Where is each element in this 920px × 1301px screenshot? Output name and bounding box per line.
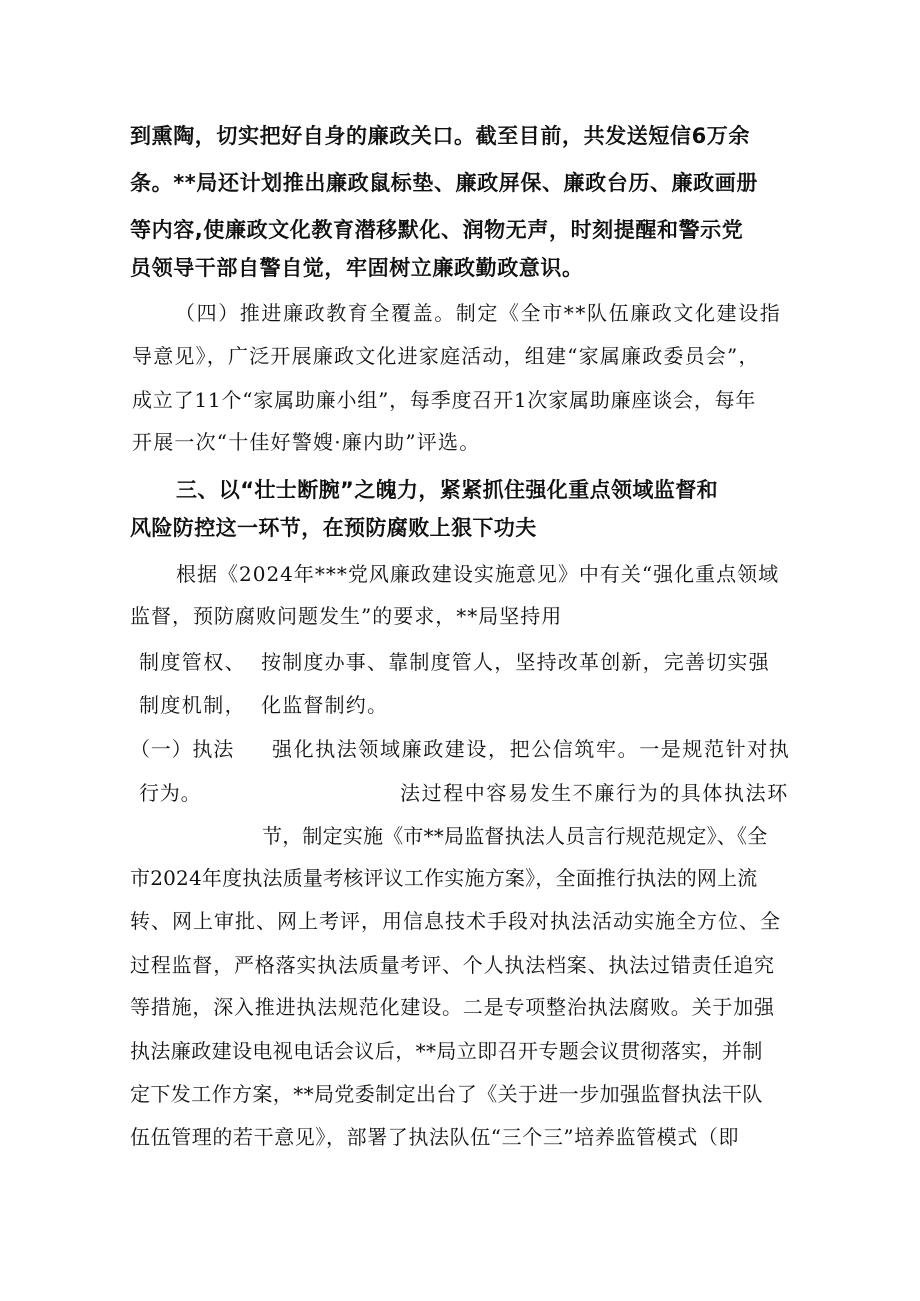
section-3-heading-line-1: 三、以“壮士断腕”之魄力，紧紧抓住强化重点领域监督和 xyxy=(176,478,719,502)
paragraph-4-label-top: （一）执法 xyxy=(130,737,234,761)
paragraph-4-line-2: 市2024年度执法质量考核评议工作实施方案》，全面推行执法的网上流 xyxy=(130,866,758,890)
paragraph-4-line-3: 转、网上审批、网上考评，用信息技术手段对执法活动实施全方位、全 xyxy=(130,909,781,933)
paragraph-4-text-top: 强化执法领域廉政建设，把公信筑牢。一是规范针对执 xyxy=(272,737,791,761)
paragraph-4-line-5: 等措施，深入推进执法规范化建设。二是专项整治执法腐败。关于加强 xyxy=(130,995,775,1019)
paragraph-3-left-col-2: 制度机制， xyxy=(139,693,246,717)
paragraph-3-right-col-1: 按制度办事、靠制度管人，坚持改革创新，完善切实强 xyxy=(261,650,770,674)
paragraph-4-line-1: 节，制定实施《市**局监督执法人员言行规范规定》、《全 xyxy=(262,824,768,848)
paragraph-4-text-second: 法过程中容易发生不廉行为的具体执法环 xyxy=(400,781,789,805)
section-3-heading-line-2: 风险防控这一环节，在预防腐败上狠下功夫 xyxy=(130,516,537,540)
paragraph-1-line-4: 员领导干部自警自觉，牢固树立廉政勤政意识。 xyxy=(130,256,584,280)
paragraph-3-line-2: 监督，预防腐败问题发生”的要求，**局坚持用 xyxy=(130,604,563,628)
paragraph-4-line-4: 过程监督，严格落实执法质量考评、个人执法档案、执法过错责任追究 xyxy=(130,953,775,977)
paragraph-3-left-col-1: 制度管权、 xyxy=(139,650,246,674)
paragraph-4-line-8: 伍伍管理的若干意见》，部署了执法队伍“三个三”培养监管模式（即 xyxy=(130,1125,740,1149)
paragraph-2-line-4: 开展一次“十佳好警嫂·廉内助”评选。 xyxy=(132,430,481,454)
paragraph-4-line-7: 定下发工作方案，**局党委制定出台了《关于进一步加强监督执法干队 xyxy=(130,1082,763,1106)
paragraph-1-line-2: 条。**局还计划推出廉政鼠标垫、廉政屏保、廉政台历、廉政画册 xyxy=(130,171,758,195)
paragraph-2-line-2: 导意见》，广泛开展廉政文化进家庭活动，组建“家属廉政委员会”， xyxy=(132,344,760,368)
paragraph-2-line-3: 成立了11个“家属助廉小组”，每季度召开1次家属助廉座谈会，每年 xyxy=(132,388,757,412)
paragraph-1-line-3: 等内容,使廉政文化教育潜移默化、润物无声，时刻提醒和警示党 xyxy=(130,218,744,242)
paragraph-4-label-bottom: 行为。 xyxy=(139,781,202,805)
paragraph-2-line-1: （四）推进廉政教育全覆盖。制定《全市**队伍廉政文化建设指 xyxy=(175,301,782,325)
paragraph-4-line-6: 执法廉政建设电视电话会议后，**局立即召开专题会议贯彻落实，并制 xyxy=(130,1039,763,1063)
paragraph-3-right-col-2: 化监督制约。 xyxy=(261,693,389,717)
paragraph-3-line-1: 根据《2024年***党风廉政建设实施意见》中有关“强化重点领域 xyxy=(176,562,780,586)
paragraph-1-line-1: 到熏陶，切实把好自身的廉政关口。截至目前，共发送短信6万余 xyxy=(130,124,751,148)
